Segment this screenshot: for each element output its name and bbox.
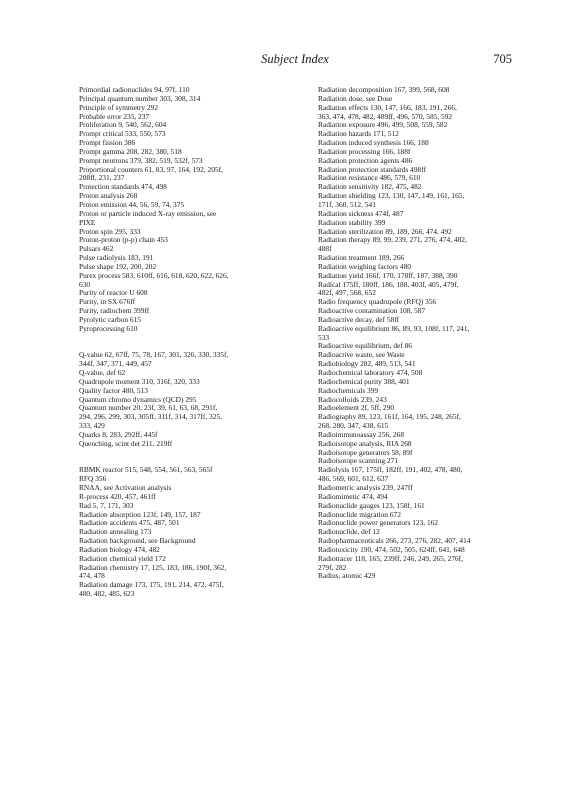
index-entry: 294, 296, 299, 303, 305ff, 311f, 314, 317ff, 325, (79, 412, 222, 422)
index-entry: Radiation hazards 171, 512 (318, 129, 399, 139)
index-entry: Radiolysis 167, 175ff, 182ff, 191, 402, 478, 480, (318, 465, 463, 475)
index-entry: Radiation chemical yield 172 (79, 553, 166, 563)
index-entry: Radiation sterilization 89, 189, 266, 474, 492 (318, 226, 452, 236)
index-entry: Prompt critical 533, 550, 573 (79, 129, 166, 139)
index-entry: Radioelement 2f, 5ff, 290 (318, 403, 395, 413)
index-entry: Proton or particle induced X-ray emission, see (79, 208, 217, 218)
index-entry: Radiation yield 166f, 170, 178ff, 187, 388, 390 (318, 270, 458, 280)
index-entry: Prompt neutrons 379, 382, 519, 532f, 573 (79, 155, 203, 165)
index-entry: RNAA, see Activation analysis (79, 482, 172, 492)
index-entry: Proton analysis 268 (79, 191, 138, 201)
index-entry: Proportional counters 61, 83, 97, 164, 192, 205f, (79, 164, 223, 174)
index-entry: 486, 569, 601, 612, 637 (318, 474, 389, 484)
index-entry: Proton-proton (p-p) chain 453 (79, 235, 168, 245)
index-column-left (79, 86, 293, 599)
index-entry: Radiation absorption 123f, 149, 157, 187 (79, 509, 201, 519)
index-entry: Pulse shape 192, 200, 202 (79, 261, 157, 271)
index-entry: 171f, 360, 512, 541 (318, 199, 376, 209)
index-entry: Quality factor 480, 513 (79, 385, 148, 395)
index-entry: Q-value, def 62 (79, 368, 126, 377)
index-entry: Radiation background, see Background (79, 536, 196, 546)
index-entry: RBMK reactor 515, 548, 554, 561, 563, 565f (79, 465, 213, 475)
index-column-right (318, 86, 516, 581)
index-entry: Radio frequency quadrupole (RFQ) 356 (318, 297, 437, 307)
index-entry: Radiochemicals 399 (318, 385, 379, 395)
index-entry: 363, 474, 478, 482, 489ff, 496, 570, 585, 592 (318, 111, 453, 121)
index-entry: Purity, in SX 676ff (79, 297, 136, 307)
index-entry: Radioisotope analysis, RIA 268 (318, 438, 412, 448)
index-entry: Radiation sensitivity 182, 475, 482 (318, 182, 422, 192)
index-entry: Pyroprocessing 610 (79, 323, 138, 333)
index-entry: Radiation damage 173, 175, 191, 214, 472, 475f, (79, 580, 224, 590)
index-entry: Radiation effects 130, 147, 166, 183, 191, 266, (318, 102, 457, 112)
index-entry: Radionuclide, def 12 (318, 527, 380, 537)
index-entry: Radionuclide power generators 123, 162 (318, 518, 439, 528)
index-entry: Radiation stability 399 (318, 217, 386, 227)
index-entry: Radioisotope scanning 271 (318, 456, 399, 466)
index-entry: Purity of reactor U 608 (79, 288, 148, 298)
index-entry: Radiobiology 282, 489, 513, 541 (318, 359, 416, 369)
page-number: 705 (493, 52, 512, 66)
index-entry: 488f (318, 244, 332, 254)
index-entry: Pulsars 462 (79, 244, 114, 254)
index-entry: Prompt fission 386 (79, 138, 136, 148)
index-entry: Radiation therapy 89, 99, 239, 271, 276, 474, 482, (318, 235, 467, 245)
index-entry: Purex process 583, 610ff, 616, 618, 620, 622, 626, (79, 270, 229, 280)
index-entry: Radiation induced synthesis 166, 188 (318, 138, 429, 148)
index-entry: Proton spin 295, 333 (79, 226, 141, 236)
index-entry: 533 (318, 332, 330, 342)
index-entry: Radiation resistance 486, 579, 610 (318, 173, 421, 183)
index-entry: Radioactive decay, def 58ff (318, 314, 400, 324)
index-entry: Radiopharmaceuticals 266, 273, 276, 282, 407, 414 (318, 536, 471, 546)
page-header (78, 52, 512, 68)
index-entry: Radiation treatment 189, 266 (318, 253, 405, 263)
index-entry: R-process 420, 457, 461ff (79, 491, 156, 501)
index-entry (79, 449, 293, 458)
running-title: Subject Index (261, 52, 329, 66)
index-entry: Radiation dose, see Dose (318, 93, 393, 103)
index-entry: Prompt gamma 208, 282, 380, 518 (79, 146, 182, 156)
index-entry: Protection standards 474, 498 (79, 182, 167, 192)
index-entry: Radiation accidents 475, 487, 501 (79, 518, 180, 528)
index-entry: Radioactive contamination 108, 587 (318, 306, 426, 316)
index-entry: Pulse radiolysis 183, 191 (79, 253, 154, 263)
index-entry: Radiation shielding 123, 130, 147, 149, 161, 165, (318, 191, 465, 201)
index-entry: 480, 482, 485, 623 (79, 589, 135, 599)
index-entry: Radioisotope generators 58, 89f (318, 447, 413, 457)
index-entry: 630 (79, 279, 91, 289)
index-entry: Radiotracer 118, 165, 239ff, 246, 249, 265, 276f, (318, 553, 463, 563)
index-entry: Quadrupole moment 310, 316f, 320, 333 (79, 376, 200, 386)
index-entry: Proton emission 44, 56, 59, 74, 375 (79, 199, 185, 209)
index-entry: Primordial radionuclides 94, 97f, 110 (79, 85, 190, 94)
index-entry: Radionuclide migration 672 (318, 509, 401, 519)
index-entry: 344f, 347, 371, 449, 457 (79, 359, 152, 369)
index-entry: Radiation annealing 173 (79, 527, 152, 537)
index-entry: Radiocolloids 239, 243 (318, 394, 387, 404)
index-entry: Radionuclide gauges 123, 158f, 161 (318, 500, 425, 510)
index-entry: Radiomimetic 474, 494 (318, 491, 388, 501)
index-entry: 279f, 282 (318, 562, 347, 572)
index-entry: Radiation protection standards 498ff (318, 164, 427, 174)
index-entry: Proliferation 9, 540, 562, 604 (79, 120, 167, 130)
index-entry: Quenching, scint det 211, 219ff (79, 438, 173, 448)
index-entry: Probable error 235, 237 (79, 111, 150, 121)
index-entry: Radiography 89, 123, 161f, 164, 195, 248, 265f, (318, 412, 461, 422)
index-entry: Quantum number 20, 23f, 39, 61, 63, 68, 291f, (79, 403, 218, 413)
index-entry: Pyrolytic carbon 615 (79, 314, 141, 324)
index-entry: 474, 478 (79, 571, 105, 581)
index-entry: Radiometric analysis 239, 247ff (318, 482, 413, 492)
index-entry: Radiotoxicity 190, 474, 502, 505, 624ff, 641, 648 (318, 544, 465, 554)
index-entry: Radius, atomic 429 (318, 571, 376, 581)
index-entry: Radiochemical purity 388, 401 (318, 376, 410, 386)
index-entry: Radiation processing 166, 188f (318, 146, 411, 156)
index-entry: Radiation biology 474, 482 (79, 544, 160, 554)
index-entry: Radiation weighing factors 480 (318, 261, 411, 271)
index-entry: Principle of symmetry 292 (79, 102, 159, 112)
index-entry: Radiation decomposition 167, 399, 568, 608 (318, 85, 450, 94)
index-entry: Radiation protection agents 486 (318, 155, 413, 165)
index-entry: Quantum chromo dynamics (QCD) 295 (79, 394, 197, 404)
index-entry: Purity, radiochem 399ff (79, 306, 150, 316)
index-entry: Radical 175ff, 180ff, 186, 188, 403f, 405, 479f, (318, 279, 459, 289)
index-entry: 482f, 497, 568, 652 (318, 288, 376, 298)
index-entry: Radiation exposure 496, 499, 508, 559, 582 (318, 120, 448, 130)
index-entry: 268, 280, 347, 438, 615 (318, 421, 389, 431)
index-entry: Radioactive equilibrium, def 86 (318, 341, 412, 351)
index-entry: Principal quantum number 303, 308, 314 (79, 93, 201, 103)
index-entry: Radioactive equilibrium 86, 89, 93, 108f, 117, 241, (318, 323, 470, 333)
index-entry: Quarks 8, 283, 292ff, 445f (79, 429, 158, 439)
index-entry: PIXE (79, 217, 96, 227)
index-entry: Radiochemical laboratory 474, 508 (318, 368, 423, 377)
index-entry: 333, 429 (79, 421, 105, 431)
index-entry: Radioactive waste, see Waste (318, 350, 405, 360)
index-entry (79, 334, 293, 343)
index-entry: RFQ 356 (79, 474, 107, 484)
index-entry: 208ff, 231, 237 (79, 173, 125, 183)
index-entry: Radiation sickness 474f, 487 (318, 208, 404, 218)
index-entry: Q-value 62, 67ff, 75, 78, 167, 301, 326, 330, 335f, (79, 350, 229, 360)
index-entry: Rad 5, 7, 171, 303 (79, 500, 134, 510)
index-entry: Radioimmunoassay 256, 268 (318, 429, 405, 439)
index-entry: Radiation chemistry 17, 125, 183, 186, 190f, 362, (79, 562, 227, 572)
